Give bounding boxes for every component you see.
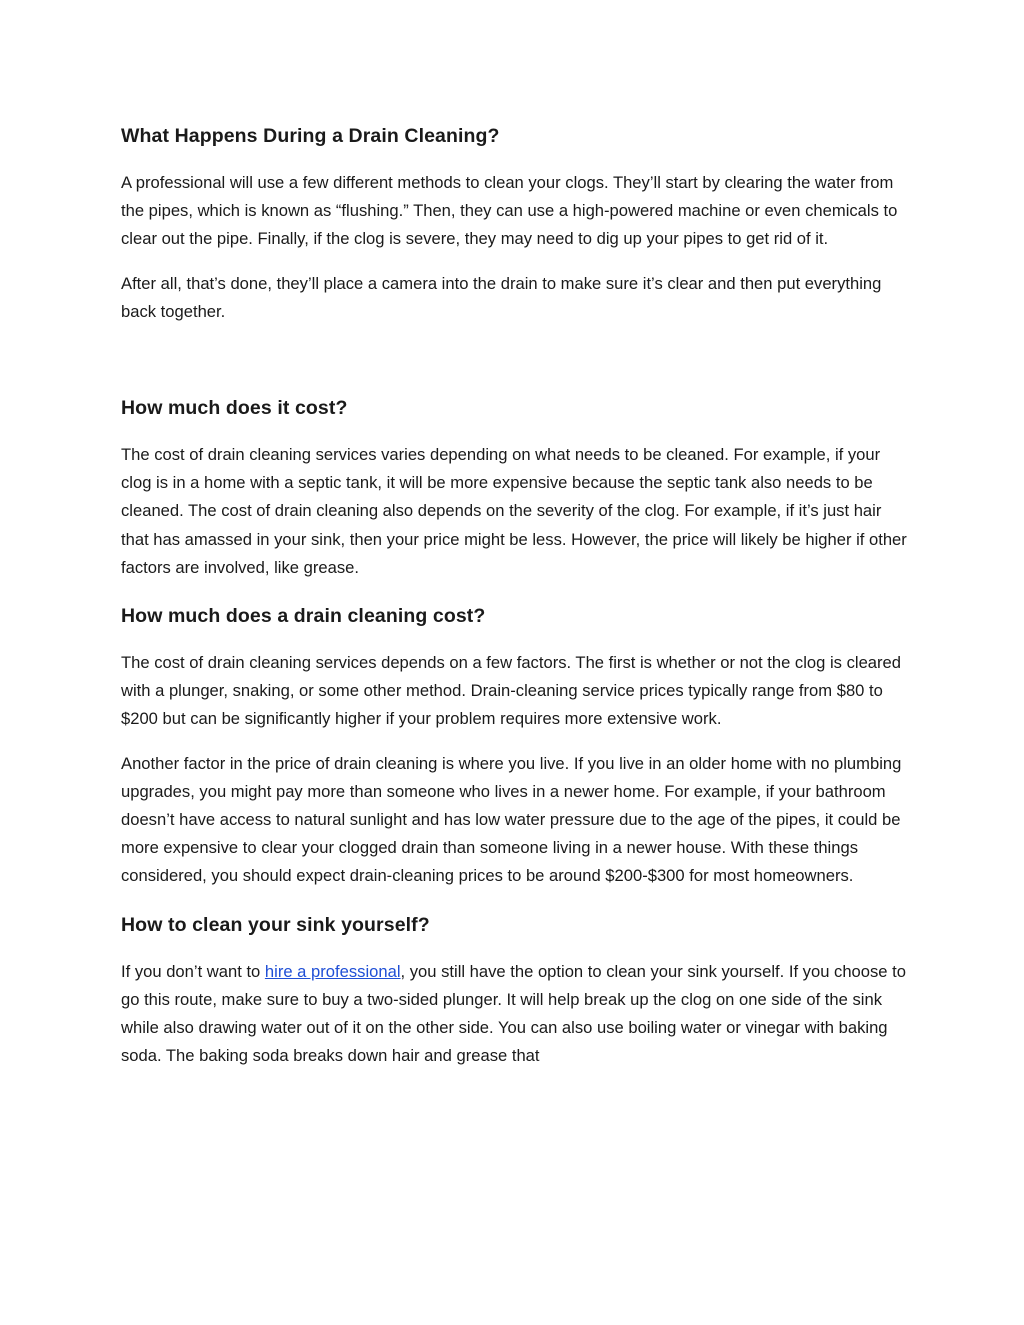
paragraph xyxy=(121,958,911,1071)
section-drain-cleaning-process xyxy=(121,122,911,326)
paragraph: A professional will use a few different methods to clean your clogs. They’ll start by clearing the water from the pipes, which is known as “flushing.” Then, they can use a high-powered machine or even chemicals to clear out the pipe. Finally, if the clog is severe, they may need to dig up your pipes to get rid of it. xyxy=(121,173,898,249)
section-clean-sink-yourself xyxy=(121,911,911,1071)
paragraph-text: , you still have the option to clean your sink yourself. If you choose to go this route, make sure to buy a two-sided plunger. It will help break up the clog on one side of the sink while also drawing water out of it on the other side. You can also use boiling water or vinegar with baking soda. The baking soda breaks down hair and grease that xyxy=(121,961,906,1066)
paragraph: After all, that’s done, they’ll place a camera into the drain to make sure it’s clear and then put everything back together. xyxy=(121,273,882,321)
section-heading: What Happens During a Drain Cleaning? xyxy=(121,125,500,147)
paragraph-text: If you don’t want to xyxy=(121,961,265,981)
document-page xyxy=(121,108,911,1070)
paragraph: Another factor in the price of drain cleaning is where you live. If you live in an older home with no plumbing upgrades, you might pay more than someone who lives in a newer home. For example, if your bathroom doesn’t have access to natural sunlight and has low water pressure due to the age of the pipes, it could be more expensive to clear your clogged drain than someone living in a newer house. With these things considered, you should expect drain-cleaning prices to be around $200-$300 for most homeowners. xyxy=(121,753,902,886)
hire-a-professional-link[interactable]: hire a professional xyxy=(264,961,401,981)
section-cost xyxy=(121,394,911,582)
section-heading: How much does it cost? xyxy=(121,397,348,420)
paragraph: The cost of drain cleaning services depends on a few factors. The first is whether or not the clog is cleared with a plunger, snaking, or some other method. Drain-cleaning service prices typically range from $80 to $200 but can be significantly higher if your problem requires more extensive work. xyxy=(121,653,902,729)
paragraph: The cost of drain cleaning services varies depending on what needs to be cleaned. For example, if your clog is in a home with a septic tank, it will be more expensive because the septic tank also needs to be cleaned. The cost of drain cleaning also depends on the severity of the clog. For example, if it’s just hair that has amassed in your sink, then your price might be less. However, the price will likely be higher if other factors are involved, like grease. xyxy=(121,445,907,577)
section-heading: How to clean your sink yourself? xyxy=(121,913,430,936)
section-heading: How much does a drain cleaning cost? xyxy=(121,605,486,628)
section-drain-cleaning-cost xyxy=(121,602,911,891)
